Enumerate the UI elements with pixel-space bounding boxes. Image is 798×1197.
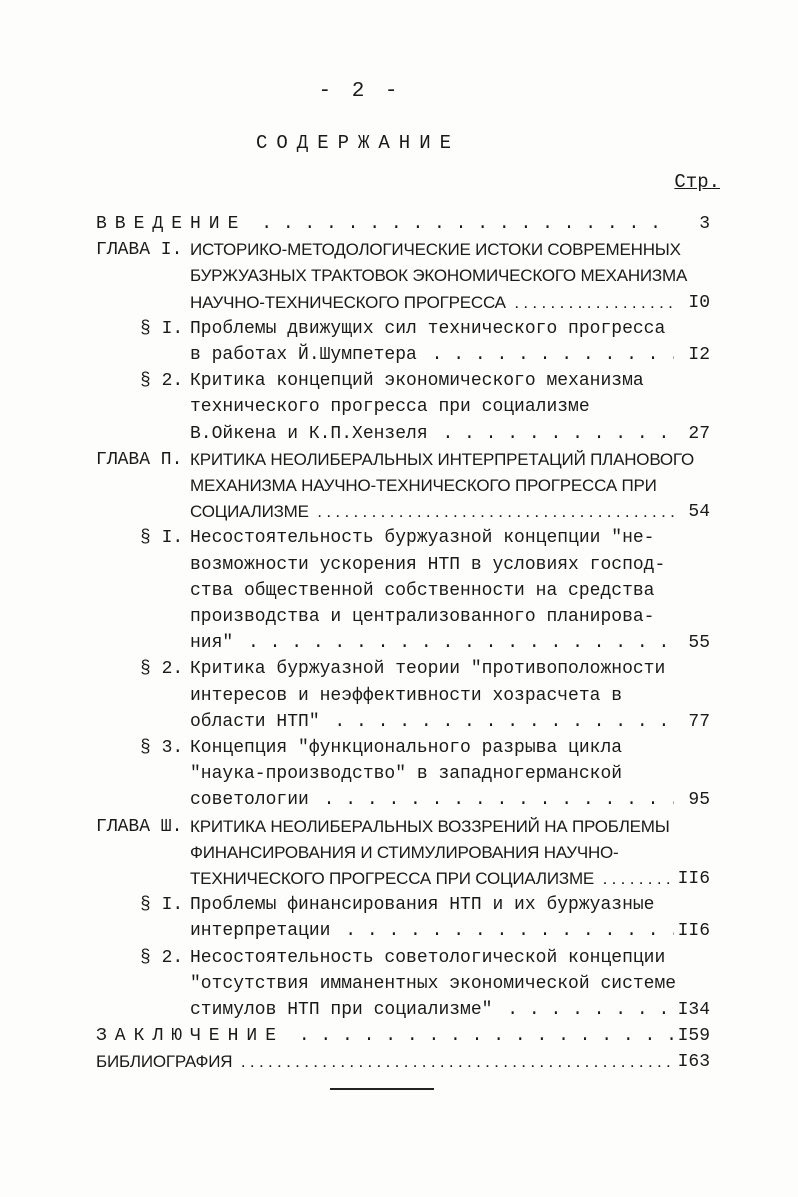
toc-entry-label: "отсутствия имманентных экономической системе <box>190 974 680 994</box>
toc-entry-label: МЕХАНИЗМА НАУЧНО-ТЕХНИЧЕСКОГО ПРОГРЕССА ПРИ <box>190 476 661 495</box>
toc-page-number: I0 <box>688 292 710 313</box>
toc-entry-text <box>190 656 669 682</box>
toc-entry-label: Концепция "функционального разрыва цикла <box>190 738 626 758</box>
toc-section-number: § I. <box>140 528 184 549</box>
toc-entry-label: стимулов НТП при социализме" <box>190 1000 496 1020</box>
toc-entry-text <box>96 1023 674 1049</box>
toc-entry-label: НАУЧНО-ТЕХНИЧЕСКОГО ПРОГРЕССА <box>190 293 510 312</box>
toc-entry-label: области НТП" <box>190 712 324 732</box>
toc-entry-label: ства общественной собственности на средства <box>190 581 658 601</box>
toc-entry-label: Несостоятельность буржуазной концепции "не- <box>190 528 658 548</box>
toc-entry <box>0 342 798 368</box>
toc-entry-text <box>190 630 674 656</box>
page-number: - 2 - <box>318 80 402 103</box>
toc-entry-text <box>190 394 594 420</box>
toc-section-number: § 3. <box>140 738 184 758</box>
toc-entry-text <box>190 761 626 787</box>
toc-entry-label: ИСТОРИКО-МЕТОДОЛОГИЧЕСКИЕ ИСТОКИ СОВРЕМЕННЫХ <box>190 240 685 259</box>
toc-entry <box>0 211 798 237</box>
toc-entry <box>0 997 798 1023</box>
toc-entry <box>0 316 798 342</box>
toc-entry-text <box>190 971 680 997</box>
toc-page-number: II6 <box>677 869 710 889</box>
toc-entry-text <box>190 604 658 630</box>
toc-entry-label: советологии <box>190 790 313 810</box>
toc-page-number: 55 <box>688 633 710 654</box>
toc-entry-text <box>190 421 674 447</box>
toc-entry <box>0 473 798 499</box>
toc-entry-text <box>190 683 626 709</box>
toc-entry-label: технического прогресса при социализме <box>190 397 594 417</box>
toc-entry <box>0 1049 798 1075</box>
toc-entry-label: интересов и неэффективности хозрасчета в <box>190 686 626 706</box>
toc-entry-text <box>190 290 674 316</box>
toc-entry-text <box>190 918 674 944</box>
closing-rule <box>330 1088 434 1090</box>
toc-entry-text <box>190 473 661 499</box>
toc-entry-text <box>190 368 648 394</box>
toc-page-number: 3 <box>699 214 710 234</box>
toc-section-number: § I. <box>140 895 184 916</box>
toc-page-number: I59 <box>677 1026 710 1047</box>
toc-entry-label: Критика буржуазной теории "противоположности <box>190 659 669 679</box>
toc-entry-label: КРИТИКА НЕОЛИБЕРАЛЬНЫХ ИНТЕРПРЕТАЦИЙ ПЛАНОВОГО <box>190 450 698 469</box>
toc-entry <box>0 578 798 604</box>
toc-entry-label: ТЕХНИЧЕСКОГО ПРОГРЕССА ПРИ СОЦИАЛИЗМЕ <box>190 869 598 888</box>
toc-entry <box>0 892 798 918</box>
toc-entry-label: БУРЖУАЗНЫХ ТРАКТОВОК ЭКОНОМИЧЕСКОГО МЕХАНИЗМА <box>190 266 691 285</box>
toc-section-number: § 2. <box>140 371 184 392</box>
page-column-label: Стр. <box>674 171 720 193</box>
toc-entry <box>0 604 798 630</box>
toc-page-number: 77 <box>688 711 710 732</box>
toc-entry-label: СОЦИАЛИЗМЕ <box>190 502 313 521</box>
toc-entry <box>0 552 798 578</box>
toc-entry-text <box>190 578 658 604</box>
toc-entry-label: КРИТИКА НЕОЛИБЕРАЛЬНЫХ ВОЗЗРЕНИЙ НА ПРОБЛЕМЫ <box>190 817 674 836</box>
toc-page-number: I2 <box>688 345 710 365</box>
toc-entry <box>0 447 798 473</box>
toc-entry-text <box>190 499 674 525</box>
toc-entry-label: интерпретации <box>190 921 334 941</box>
toc-entry-text <box>190 997 674 1023</box>
page-title: СОДЕРЖАНИЕ <box>255 132 461 154</box>
toc-section-number: § 2. <box>140 659 184 680</box>
toc-entry <box>0 237 798 263</box>
toc-entry-label: "наука-производство" в западногерманской <box>190 764 626 784</box>
toc-entry-label: в работах Й.Шумпетера <box>190 345 421 365</box>
toc-entry <box>0 290 798 316</box>
toc-section-number: § I. <box>140 318 184 339</box>
toc-entry-label: производства и централизованного планирова- <box>190 607 658 627</box>
toc-entry-text <box>190 866 674 892</box>
toc-entry <box>0 525 798 551</box>
toc-entry-text <box>190 342 674 368</box>
toc-entry-label: БИБЛИОГРАФИЯ <box>96 1052 236 1071</box>
toc-entry <box>0 971 798 997</box>
toc-entry-label: возможности ускорения НТП в условиях господ- <box>190 555 669 575</box>
toc-entry <box>0 683 798 709</box>
toc-entry-text <box>190 892 658 918</box>
toc-entry <box>0 709 798 735</box>
toc-entry <box>0 368 798 394</box>
toc-entry-text <box>190 945 669 971</box>
toc-entry <box>0 866 798 892</box>
toc-entry <box>0 787 798 813</box>
toc-page-number: 95 <box>688 790 710 811</box>
toc-entry-text <box>190 709 674 735</box>
toc-entry <box>0 499 798 525</box>
toc-page-number: II6 <box>677 921 710 942</box>
toc-entry <box>0 263 798 289</box>
toc-entry-label: ВВЕДЕНИЕ <box>96 214 250 234</box>
toc-entry <box>0 761 798 787</box>
toc-chapter-number: ГЛАВА I. <box>96 240 183 261</box>
toc-entry <box>0 735 798 761</box>
toc-page-number: I63 <box>677 1052 710 1073</box>
toc-entry <box>0 394 798 420</box>
toc-entry-text <box>190 735 626 761</box>
toc-entry <box>0 421 798 447</box>
toc-chapter-number: ГЛАВА П. <box>96 449 183 470</box>
toc-entry-label: В.Ойкена и К.П.Хензеля <box>190 424 432 444</box>
toc-section-number: § 2. <box>140 947 184 968</box>
toc-entry-text <box>96 211 674 237</box>
toc-entry <box>0 814 798 840</box>
toc-chapter-number: ГЛАВА Ш. <box>96 816 183 837</box>
toc-entry-text <box>190 525 658 551</box>
toc-entry-text <box>190 316 669 342</box>
toc-entry-text <box>190 552 669 578</box>
toc-entry <box>0 630 798 656</box>
toc-entry-text <box>96 1049 674 1075</box>
toc-entry <box>0 1023 798 1049</box>
toc-entry-text <box>190 447 698 473</box>
toc-entry-label: Критика концепций экономического механизма <box>190 371 648 391</box>
toc-entry-text <box>190 840 623 866</box>
toc-entry <box>0 945 798 971</box>
toc-entry-text <box>190 237 685 263</box>
toc-page-number: I34 <box>677 1000 710 1020</box>
toc-entry-text <box>190 787 674 813</box>
toc-entry-text <box>190 814 674 840</box>
toc-entry-label: ФИНАНСИРОВАНИЯ И СТИМУЛИРОВАНИЯ НАУЧНО- <box>190 843 623 862</box>
toc-entry-label: Несостоятельность советологической концепции <box>190 948 669 968</box>
toc-entry <box>0 840 798 866</box>
toc-entry-label: Проблемы финансирования НТП и их буржуазные <box>190 895 658 915</box>
toc-entry <box>0 656 798 682</box>
toc-page-number: 54 <box>688 502 710 523</box>
toc-entry-text <box>190 263 691 289</box>
toc-entry-label: ния" <box>190 633 237 653</box>
toc-entry-label: ЗАКЛЮЧЕНИЕ <box>96 1026 288 1046</box>
toc-page-number: 27 <box>688 423 710 444</box>
toc-entry-label: Проблемы движущих сил технического прогресса <box>190 319 669 339</box>
toc-entry <box>0 918 798 944</box>
